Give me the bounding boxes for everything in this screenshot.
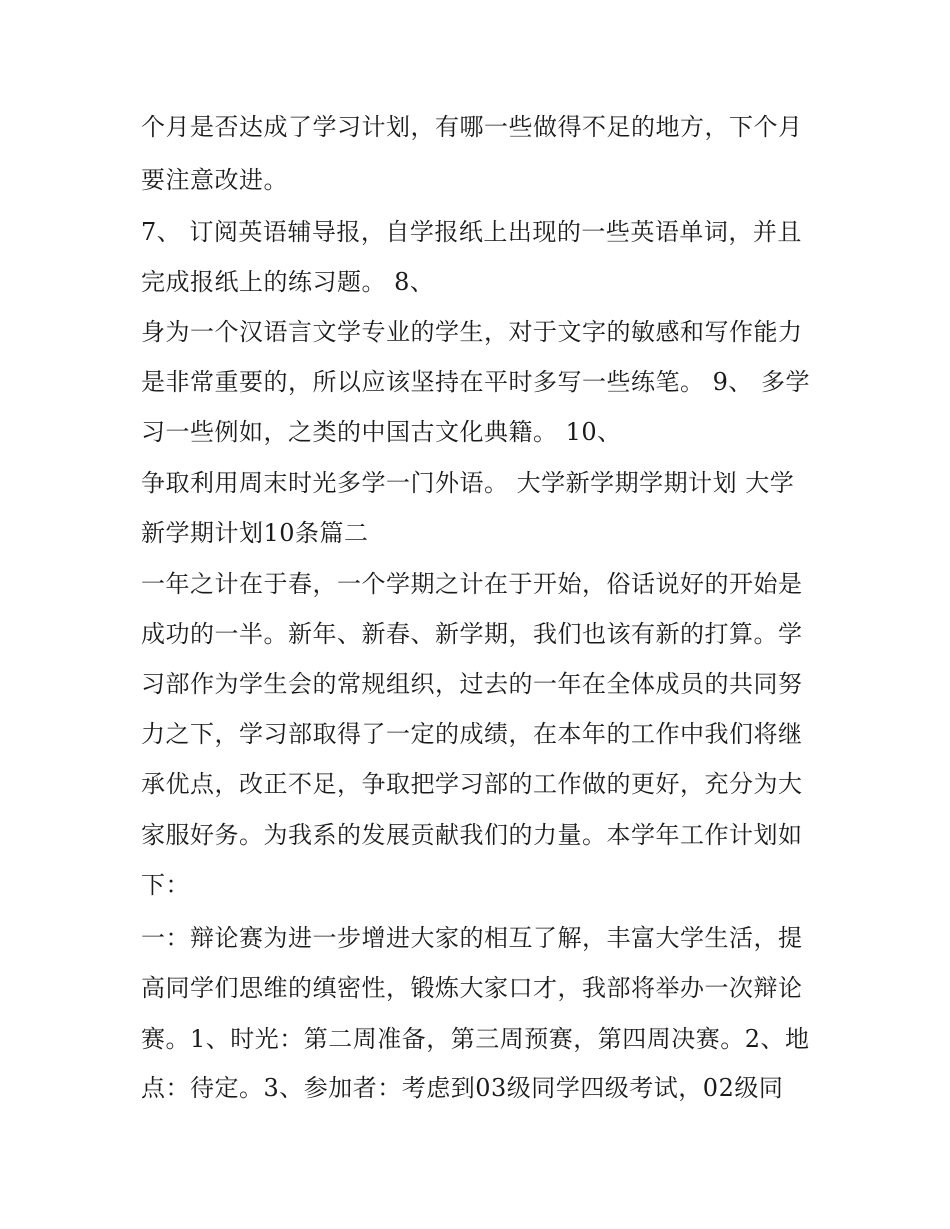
text-line: 一年之计在于春，一个学期之计在于开始，俗话说好的开始是 xyxy=(141,570,803,598)
text-line: 身为一个汉语言文学专业的学生，对于文字的敏感和写作能力 xyxy=(141,318,803,346)
text-line: 家服好务。为我系的发展贡献我们的力量。本学年工作计划如 xyxy=(141,821,803,849)
text-line: 成功的一半。新年、新春、新学期，我们也该有新的打算。学 xyxy=(141,620,803,648)
text-line: 习一些例如，之类的中国古文化典籍。 10、 xyxy=(141,418,622,446)
text-line: 赛。1、时光：第二周准备，第三周预赛，第四周决赛。2、地 xyxy=(141,1025,810,1053)
text-line: 习部作为学生会的常规组织，过去的一年在全体成员的共同努 xyxy=(141,670,803,698)
text-line: 7、 订阅英语辅导报，自学报纸上出现的一些英语单词，并且 xyxy=(141,218,802,246)
text-line: 完成报纸上的练习题。 8、 xyxy=(141,268,435,296)
text-line: 点：待定。3、参加者：考虑到03级同学四级考试，02级同 xyxy=(141,1074,784,1102)
text-line: 是非常重要的，所以应该坚持在平时多写一些练笔。 9、 多学 xyxy=(141,368,811,396)
text-line: 争取利用周末时光多学一门外语。 大学新学期学期计划 大学 xyxy=(141,469,795,497)
text-line: 新学期计划10条篇二 xyxy=(141,519,369,547)
text-line: 要注意改进。 xyxy=(141,166,288,194)
text-line: 承优点，改正不足，争取把学习部的工作做的更好，充分为大 xyxy=(141,770,803,798)
text-line: 一：辩论赛为进一步增进大家的相互了解，丰富大学生活，提 xyxy=(141,924,803,952)
text-line: 力之下，学习部取得了一定的成绩，在本年的工作中我们将继 xyxy=(141,720,803,748)
text-line: 下： xyxy=(141,871,190,899)
text-line: 高同学们思维的缜密性，锻炼大家口才，我部将举办一次辩论 xyxy=(141,974,803,1002)
text-line: 个月是否达成了学习计划，有哪一些做得不足的地方，下个月 xyxy=(141,113,803,141)
